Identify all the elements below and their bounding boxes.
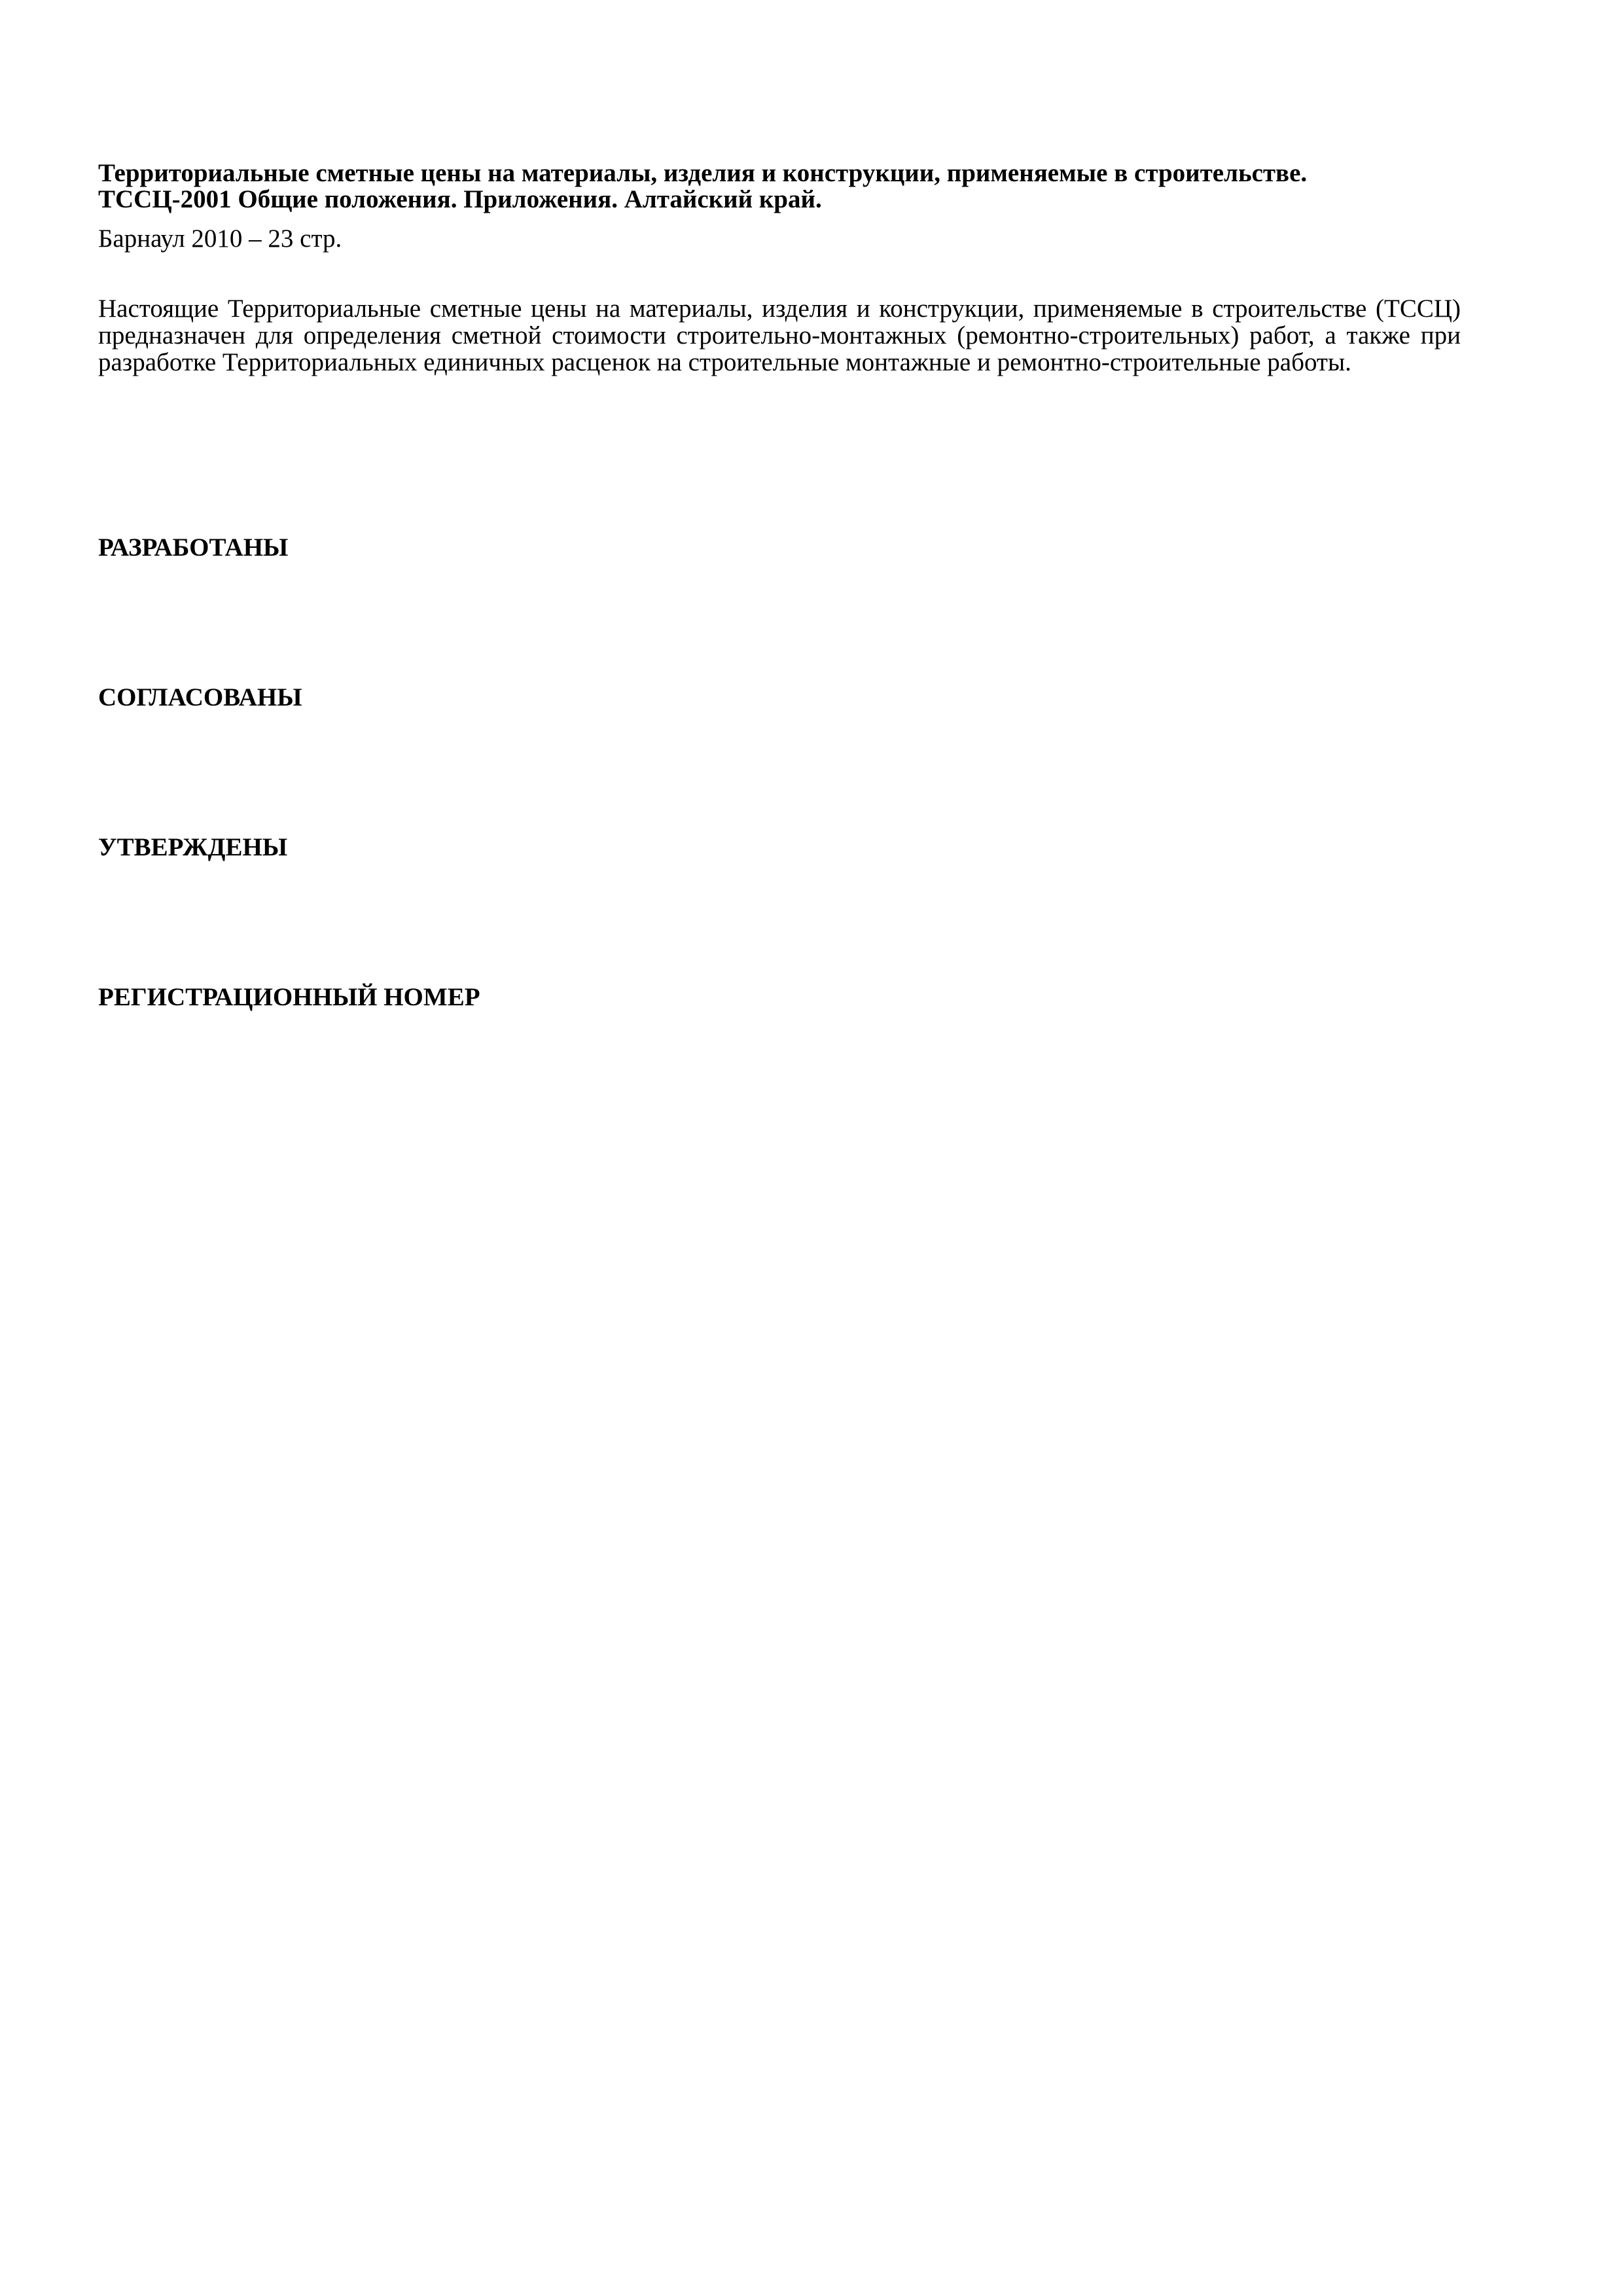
document-header-block bbox=[98, 160, 1461, 376]
section-heading-registration-number: РЕГИСТРАЦИОННЫЙ НОМЕР bbox=[98, 983, 480, 1011]
section-heading-agreed: СОГЛАСОВАНЫ bbox=[98, 683, 302, 711]
section-heading-approved: УТВЕРЖДЕНЫ bbox=[98, 833, 288, 861]
document-abstract: Настоящие Территориальные сметные цены на материалы, изделия и конструкции, применяемые в строительстве (ТССЦ) предназначен для определения сметной стоимости строительно-монтажных (ремонтно-строительных) работ, а также при разработке Территориальных единичных расценок на строительные монтажные и ремонтно-строительные работы. bbox=[98, 295, 1461, 376]
document-imprint: Барнаул 2010 – 23 стр. bbox=[98, 224, 342, 253]
document-title-line-1: Территориальные сметные цены на материалы, изделия и конструкции, применяемые в строительстве. bbox=[98, 159, 1308, 187]
document-title-line-2: ТССЦ-2001 Общие положения. Приложения. Алтайский край. bbox=[98, 185, 822, 213]
section-heading-developed: РАЗРАБОТАНЫ bbox=[98, 533, 289, 562]
document-title bbox=[98, 160, 1461, 213]
